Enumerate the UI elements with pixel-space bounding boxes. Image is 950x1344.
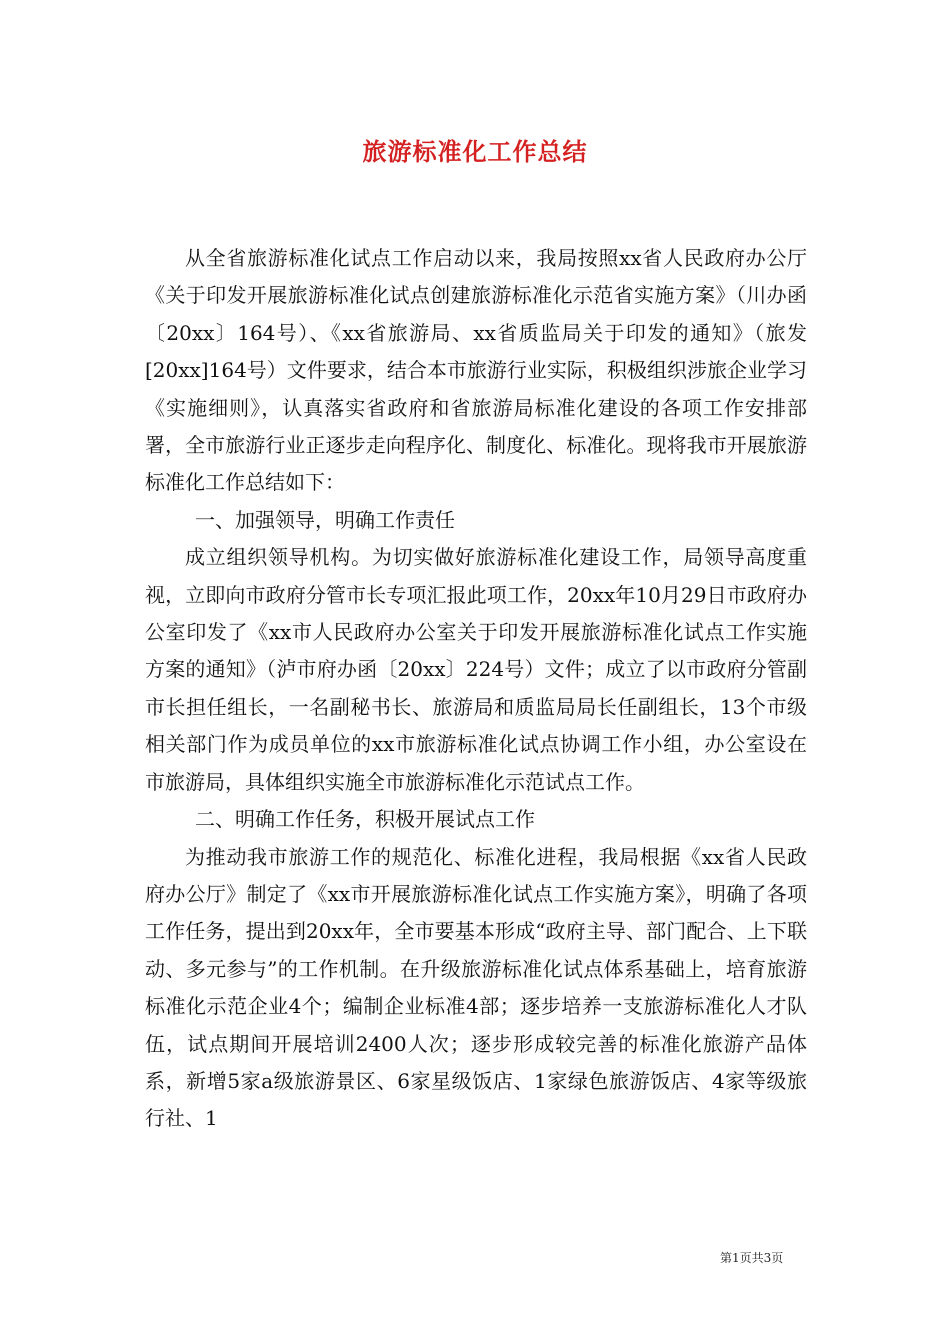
section-1-heading: 一、加强领导，明确工作责任 bbox=[195, 507, 455, 532]
page-number: 第1页共3页 bbox=[720, 1251, 784, 1265]
intro-paragraph: 从全省旅游标准化试点工作启动以来，我局按照xx省人民政府办公厅《关于印发开展旅游标准化试点创建旅游标准化示范省实施方案》（川办函〔20xx〕164号）、《xx省旅游局、xx省质监局关于印发的通知》（旅发[20xx]164号）文件要求，结合本市旅游行业实际，积极组织涉旅企业学习《实施细则》，认真落实省政府和省旅游局标准化建设的各项工作安排部署，全市旅游行业正逐步走向程序化、制度化、标准化。现将我市开展旅游标准化工作总结如下： bbox=[145, 246, 807, 495]
section-2-heading: 二、明确工作任务，积极开展试点工作 bbox=[195, 807, 535, 832]
section-1-paragraph: 成立组织领导机构。为切实做好旅游标准化建设工作，局领导高度重视，立即向市政府分管市长专项汇报此项工作，20xx年10月29日市政府办公室印发了《xx市人民政府办公室关于印发开展旅游标准化试点工作实施方案的通知》（泸市府办函〔20xx〕224号）文件；成立了以市政府分管副市长担任组长，一名副秘书长、旅游局和质监局局长任副组长，13个市级相关部门作为成员单位的xx市旅游标准化试点协调工作小组，办公室设在市旅游局，具体组织实施全市旅游标准化示范试点工作。 bbox=[145, 545, 807, 794]
document-body bbox=[145, 240, 807, 1138]
section-2-paragraph: 为推动我市旅游工作的规范化、标准化进程，我局根据《xx省人民政府办公厅》制定了《xx市开展旅游标准化试点工作实施方案》，明确了各项工作任务，提出到20xx年，全市要基本形成“政府主导、部门配合、上下联动、多元参与”的工作机制。在升级旅游标准化试点体系基础上，培育旅游标准化示范企业4个；编制企业标准4部；逐步培养一支旅游标准化人才队伍，试点期间开展培训2400人次；逐步形成较完善的标准化旅游产品体系，新增5家a级旅游景区、6家星级饭店、1家绿色旅游饭店、4家等级旅行社、1 bbox=[145, 844, 807, 1131]
document-title: 旅游标准化工作总结 bbox=[362, 137, 588, 166]
